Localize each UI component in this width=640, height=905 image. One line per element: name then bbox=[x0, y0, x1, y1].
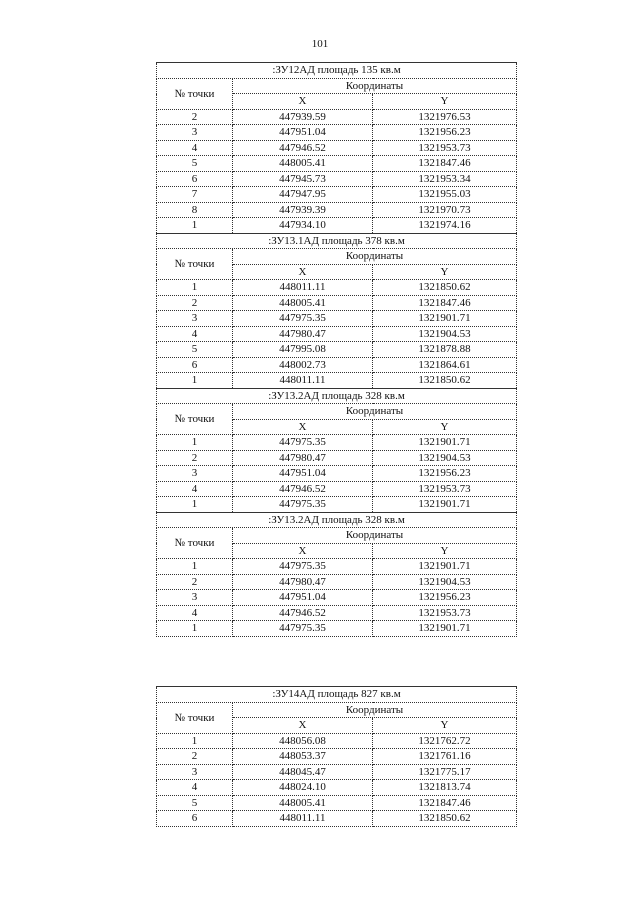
coordinates-header: Координаты bbox=[233, 404, 517, 420]
table-row bbox=[157, 218, 517, 234]
x-coordinate-cell: 448045.47 bbox=[233, 764, 373, 780]
x-coordinate-cell: 447939.39 bbox=[233, 202, 373, 218]
y-coordinate-cell: 1321970.73 bbox=[373, 202, 517, 218]
table-row bbox=[157, 435, 517, 451]
y-coordinate-cell: 1321904.53 bbox=[373, 326, 517, 342]
header-row bbox=[157, 78, 517, 94]
y-coordinate-cell: 1321955.03 bbox=[373, 187, 517, 203]
y-coordinate-cell: 1321901.71 bbox=[373, 497, 517, 513]
x-coordinate-cell: 448053.37 bbox=[233, 749, 373, 765]
y-coordinate-cell: 1321956.23 bbox=[373, 125, 517, 141]
section-title: :ЗУ13.2АД площадь 328 кв.м bbox=[157, 512, 517, 528]
x-coordinate-cell: 448011.11 bbox=[233, 373, 373, 389]
section-title-row bbox=[157, 63, 517, 79]
point-number-header: № точки bbox=[157, 528, 233, 559]
x-coordinate-cell: 447975.35 bbox=[233, 621, 373, 637]
point-number-cell: 4 bbox=[157, 780, 233, 796]
table-body bbox=[157, 687, 517, 827]
point-number-cell: 1 bbox=[157, 497, 233, 513]
y-coordinate-cell: 1321956.23 bbox=[373, 466, 517, 482]
y-header: Y bbox=[373, 419, 517, 435]
coordinates-header: Координаты bbox=[233, 249, 517, 265]
table-row bbox=[157, 590, 517, 606]
x-coordinate-cell: 448005.41 bbox=[233, 295, 373, 311]
section-title: :ЗУ13.1АД площадь 378 кв.м bbox=[157, 233, 517, 249]
table-row bbox=[157, 171, 517, 187]
x-coordinate-cell: 447934.10 bbox=[233, 218, 373, 234]
section-title: :ЗУ13.2АД площадь 328 кв.м bbox=[157, 388, 517, 404]
point-number-cell: 2 bbox=[157, 749, 233, 765]
table-row bbox=[157, 559, 517, 575]
point-number-cell: 3 bbox=[157, 311, 233, 327]
section-title: :ЗУ12АД площадь 135 кв.м bbox=[157, 63, 517, 79]
x-header: X bbox=[233, 718, 373, 734]
section-title-row bbox=[157, 388, 517, 404]
point-number-header: № точки bbox=[157, 78, 233, 109]
point-number-cell: 4 bbox=[157, 605, 233, 621]
point-number-cell: 2 bbox=[157, 109, 233, 125]
point-number-cell: 5 bbox=[157, 342, 233, 358]
x-coordinate-cell: 447980.47 bbox=[233, 574, 373, 590]
y-coordinate-cell: 1321850.62 bbox=[373, 373, 517, 389]
point-number-cell: 6 bbox=[157, 357, 233, 373]
y-coordinate-cell: 1321953.34 bbox=[373, 171, 517, 187]
x-coordinate-cell: 447951.04 bbox=[233, 466, 373, 482]
point-number-header: № точки bbox=[157, 702, 233, 733]
x-coordinate-cell: 447951.04 bbox=[233, 590, 373, 606]
point-number-cell: 8 bbox=[157, 202, 233, 218]
table-row bbox=[157, 780, 517, 796]
point-number-cell: 3 bbox=[157, 125, 233, 141]
y-coordinate-cell: 1321904.53 bbox=[373, 450, 517, 466]
x-coordinate-cell: 448011.11 bbox=[233, 811, 373, 827]
point-number-cell: 4 bbox=[157, 481, 233, 497]
coordinates-table bbox=[156, 686, 517, 827]
table-row bbox=[157, 373, 517, 389]
point-number-cell: 1 bbox=[157, 218, 233, 234]
point-number-cell: 1 bbox=[157, 733, 233, 749]
x-coordinate-cell: 447947.95 bbox=[233, 187, 373, 203]
x-coordinate-cell: 447980.47 bbox=[233, 450, 373, 466]
table-row bbox=[157, 311, 517, 327]
table-row bbox=[157, 140, 517, 156]
coordinates-header: Координаты bbox=[233, 528, 517, 544]
table-row bbox=[157, 795, 517, 811]
table-row bbox=[157, 466, 517, 482]
y-coordinate-cell: 1321953.73 bbox=[373, 481, 517, 497]
table-row bbox=[157, 764, 517, 780]
section-title: :ЗУ14АД площадь 827 кв.м bbox=[157, 687, 517, 703]
point-number-cell: 3 bbox=[157, 466, 233, 482]
y-coordinate-cell: 1321813.74 bbox=[373, 780, 517, 796]
y-header: Y bbox=[373, 94, 517, 110]
section-title-row bbox=[157, 233, 517, 249]
coordinates-header: Координаты bbox=[233, 78, 517, 94]
y-header: Y bbox=[373, 543, 517, 559]
table-row bbox=[157, 481, 517, 497]
table-row bbox=[157, 125, 517, 141]
table-row bbox=[157, 749, 517, 765]
table-row bbox=[157, 109, 517, 125]
point-number-cell: 5 bbox=[157, 156, 233, 172]
table-row bbox=[157, 621, 517, 637]
point-number-cell: 3 bbox=[157, 590, 233, 606]
table-row bbox=[157, 280, 517, 296]
section-title-row bbox=[157, 512, 517, 528]
coordinates-table bbox=[156, 62, 517, 637]
point-number-cell: 6 bbox=[157, 171, 233, 187]
point-number-cell: 3 bbox=[157, 764, 233, 780]
x-coordinate-cell: 447975.35 bbox=[233, 435, 373, 451]
x-coordinate-cell: 447975.35 bbox=[233, 559, 373, 575]
y-coordinate-cell: 1321847.46 bbox=[373, 156, 517, 172]
table-row bbox=[157, 574, 517, 590]
x-coordinate-cell: 447980.47 bbox=[233, 326, 373, 342]
point-number-cell: 4 bbox=[157, 326, 233, 342]
x-header: X bbox=[233, 419, 373, 435]
table-row bbox=[157, 357, 517, 373]
y-coordinate-cell: 1321850.62 bbox=[373, 280, 517, 296]
x-coordinate-cell: 447975.35 bbox=[233, 497, 373, 513]
x-coordinate-cell: 448024.10 bbox=[233, 780, 373, 796]
y-coordinate-cell: 1321762.72 bbox=[373, 733, 517, 749]
header-row bbox=[157, 702, 517, 718]
x-coordinate-cell: 447951.04 bbox=[233, 125, 373, 141]
y-coordinate-cell: 1321976.53 bbox=[373, 109, 517, 125]
table-row bbox=[157, 733, 517, 749]
x-coordinate-cell: 448005.41 bbox=[233, 795, 373, 811]
coordinates-header: Координаты bbox=[233, 702, 517, 718]
header-row bbox=[157, 404, 517, 420]
header-row bbox=[157, 528, 517, 544]
table-row bbox=[157, 156, 517, 172]
x-coordinate-cell: 448056.08 bbox=[233, 733, 373, 749]
y-coordinate-cell: 1321850.62 bbox=[373, 811, 517, 827]
y-header: Y bbox=[373, 718, 517, 734]
y-coordinate-cell: 1321904.53 bbox=[373, 574, 517, 590]
y-coordinate-cell: 1321878.88 bbox=[373, 342, 517, 358]
point-number-header: № точки bbox=[157, 249, 233, 280]
point-number-header: № точки bbox=[157, 404, 233, 435]
x-header: X bbox=[233, 543, 373, 559]
x-coordinate-cell: 447946.52 bbox=[233, 140, 373, 156]
header-row bbox=[157, 249, 517, 265]
table-row bbox=[157, 342, 517, 358]
y-coordinate-cell: 1321901.71 bbox=[373, 559, 517, 575]
table-row bbox=[157, 202, 517, 218]
point-number-cell: 1 bbox=[157, 435, 233, 451]
point-number-cell: 1 bbox=[157, 280, 233, 296]
y-coordinate-cell: 1321775.17 bbox=[373, 764, 517, 780]
y-coordinate-cell: 1321901.71 bbox=[373, 311, 517, 327]
y-coordinate-cell: 1321901.71 bbox=[373, 435, 517, 451]
x-coordinate-cell: 448005.41 bbox=[233, 156, 373, 172]
point-number-cell: 2 bbox=[157, 450, 233, 466]
point-number-cell: 2 bbox=[157, 295, 233, 311]
x-coordinate-cell: 447945.73 bbox=[233, 171, 373, 187]
x-header: X bbox=[233, 94, 373, 110]
point-number-cell: 7 bbox=[157, 187, 233, 203]
table-row bbox=[157, 450, 517, 466]
y-header: Y bbox=[373, 264, 517, 280]
x-header: X bbox=[233, 264, 373, 280]
y-coordinate-cell: 1321761.16 bbox=[373, 749, 517, 765]
x-coordinate-cell: 447946.52 bbox=[233, 605, 373, 621]
point-number-cell: 5 bbox=[157, 795, 233, 811]
table-row bbox=[157, 295, 517, 311]
y-coordinate-cell: 1321953.73 bbox=[373, 605, 517, 621]
table-row bbox=[157, 326, 517, 342]
x-coordinate-cell: 447975.35 bbox=[233, 311, 373, 327]
page-number: 101 bbox=[311, 38, 329, 50]
x-coordinate-cell: 447995.08 bbox=[233, 342, 373, 358]
x-coordinate-cell: 448002.73 bbox=[233, 357, 373, 373]
y-coordinate-cell: 1321953.73 bbox=[373, 140, 517, 156]
table-row bbox=[157, 605, 517, 621]
y-coordinate-cell: 1321847.46 bbox=[373, 295, 517, 311]
section-title-row bbox=[157, 687, 517, 703]
point-number-cell: 2 bbox=[157, 574, 233, 590]
x-coordinate-cell: 447946.52 bbox=[233, 481, 373, 497]
y-coordinate-cell: 1321847.46 bbox=[373, 795, 517, 811]
table-row bbox=[157, 187, 517, 203]
table-body bbox=[157, 63, 517, 637]
point-number-cell: 4 bbox=[157, 140, 233, 156]
table-row bbox=[157, 811, 517, 827]
y-coordinate-cell: 1321956.23 bbox=[373, 590, 517, 606]
point-number-cell: 1 bbox=[157, 621, 233, 637]
point-number-cell: 6 bbox=[157, 811, 233, 827]
y-coordinate-cell: 1321864.61 bbox=[373, 357, 517, 373]
x-coordinate-cell: 448011.11 bbox=[233, 280, 373, 296]
point-number-cell: 1 bbox=[157, 559, 233, 575]
table-row bbox=[157, 497, 517, 513]
x-coordinate-cell: 447939.59 bbox=[233, 109, 373, 125]
y-coordinate-cell: 1321901.71 bbox=[373, 621, 517, 637]
point-number-cell: 1 bbox=[157, 373, 233, 389]
y-coordinate-cell: 1321974.16 bbox=[373, 218, 517, 234]
